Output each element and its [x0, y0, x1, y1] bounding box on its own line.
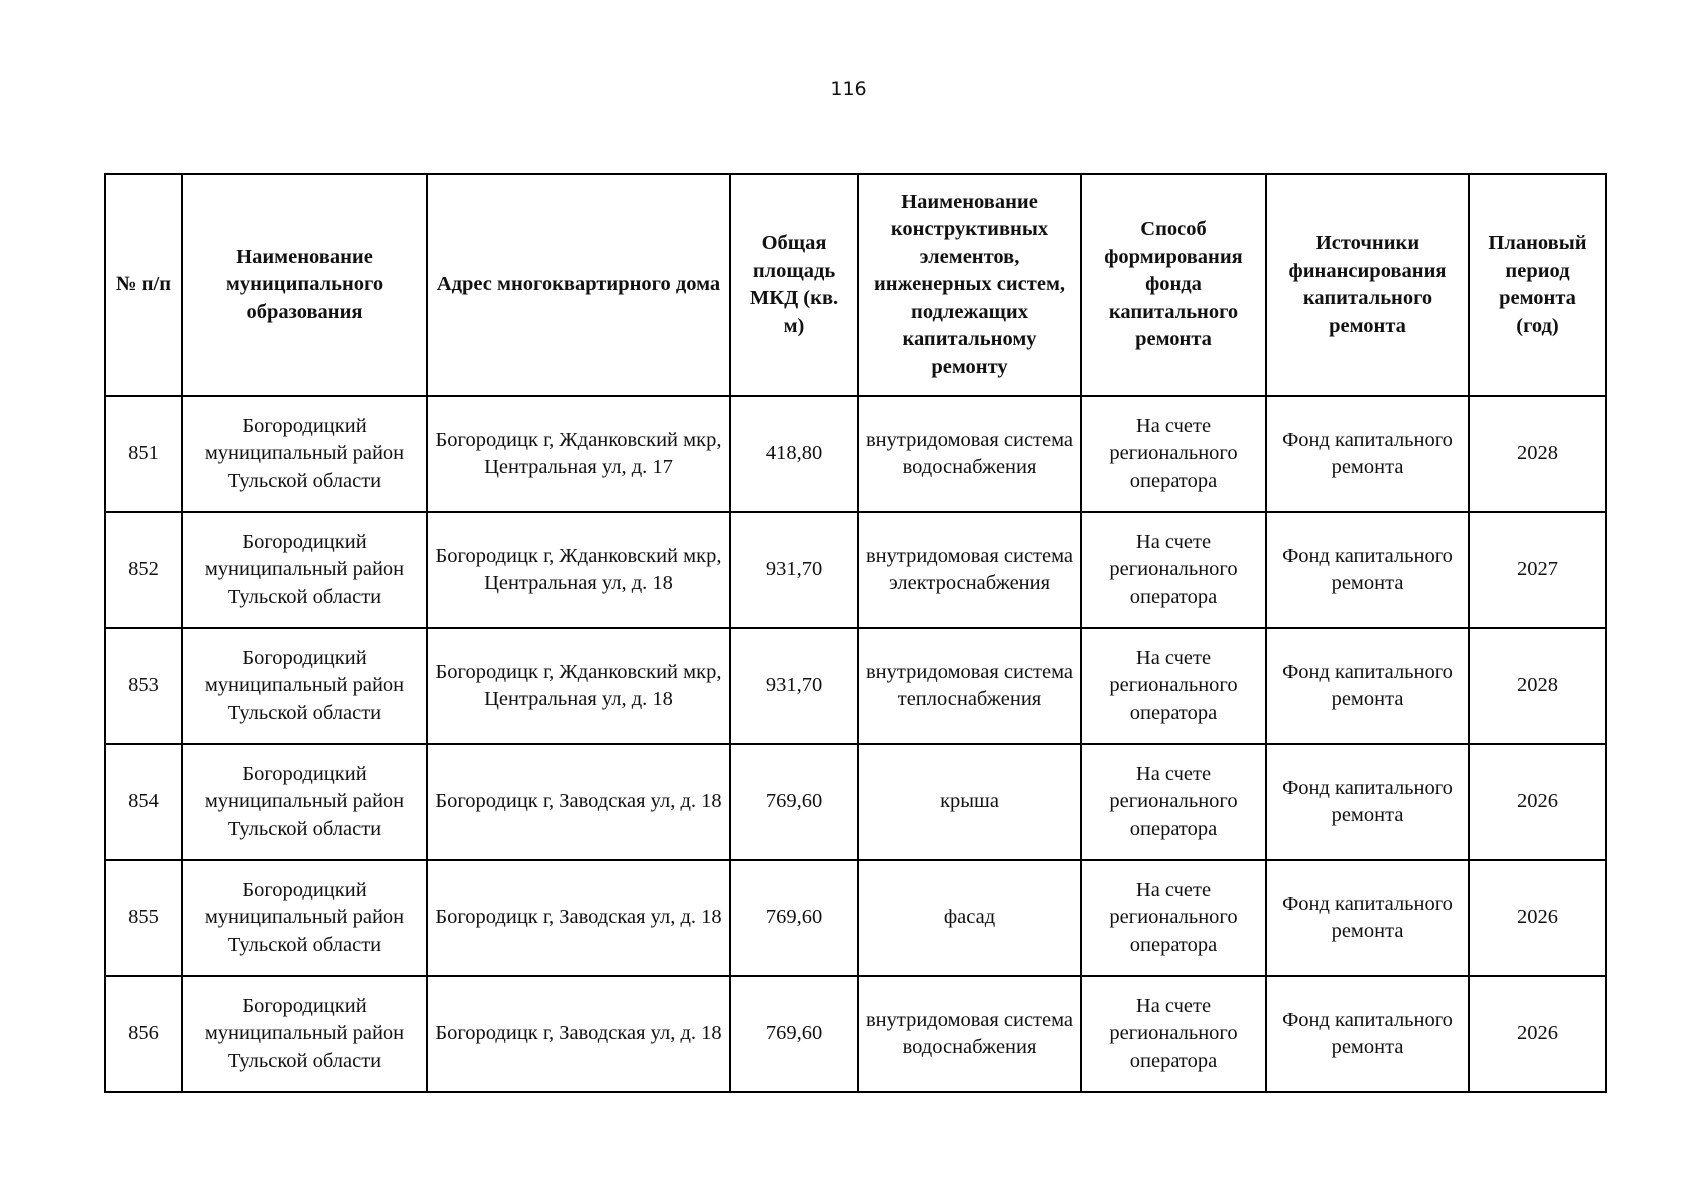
cell-municipality: Богородицкий муниципальный район Тульской области — [182, 396, 427, 512]
cell-fund-method: На счете регионального оператора — [1081, 396, 1266, 512]
cell-area: 931,70 — [730, 512, 858, 628]
cell-address: Богородицк г, Жданковский мкр, Центральная ул, д. 17 — [427, 396, 730, 512]
cell-address: Богородицк г, Заводская ул, д. 18 — [427, 744, 730, 860]
cell-number: 852 — [105, 512, 182, 628]
header-address: Адрес многоквартирного дома — [427, 174, 730, 396]
cell-element: внутридомовая система электроснабжения — [858, 512, 1081, 628]
cell-fund-method: На счете регионального оператора — [1081, 744, 1266, 860]
cell-address: Богородицк г, Жданковский мкр, Центральная ул, д. 18 — [427, 628, 730, 744]
cell-planned-year: 2026 — [1469, 744, 1606, 860]
cell-funding-source: Фонд капитального ремонта — [1266, 744, 1469, 860]
cell-area: 769,60 — [730, 744, 858, 860]
page-number: 116 — [830, 78, 867, 100]
cell-element: фасад — [858, 860, 1081, 976]
header-planned-year: Плановый период ремонта (год) — [1469, 174, 1606, 396]
header-element: Наименование конструктивных элементов, инженерных систем, подлежащих капитальному ремонту — [858, 174, 1081, 396]
cell-number: 856 — [105, 976, 182, 1092]
cell-municipality: Богородицкий муниципальный район Тульской области — [182, 860, 427, 976]
cell-fund-method: На счете регионального оператора — [1081, 976, 1266, 1092]
table-header-row — [105, 174, 1606, 396]
cell-funding-source: Фонд капитального ремонта — [1266, 860, 1469, 976]
repair-program-table — [104, 173, 1607, 1093]
cell-address: Богородицк г, Жданковский мкр, Центральная ул, д. 18 — [427, 512, 730, 628]
cell-number: 853 — [105, 628, 182, 744]
table-row — [105, 976, 1606, 1092]
table-row — [105, 396, 1606, 512]
cell-number: 851 — [105, 396, 182, 512]
header-funding-source: Источники финансирования капитального ремонта — [1266, 174, 1469, 396]
cell-planned-year: 2026 — [1469, 860, 1606, 976]
cell-number: 855 — [105, 860, 182, 976]
header-number: № п/п — [105, 174, 182, 396]
cell-municipality: Богородицкий муниципальный район Тульской области — [182, 512, 427, 628]
cell-area: 769,60 — [730, 976, 858, 1092]
cell-address: Богородицк г, Заводская ул, д. 18 — [427, 976, 730, 1092]
cell-planned-year: 2028 — [1469, 396, 1606, 512]
cell-number: 854 — [105, 744, 182, 860]
table-row — [105, 628, 1606, 744]
cell-planned-year: 2026 — [1469, 976, 1606, 1092]
cell-municipality: Богородицкий муниципальный район Тульской области — [182, 744, 427, 860]
cell-planned-year: 2027 — [1469, 512, 1606, 628]
header-fund-method: Способ формирования фонда капитального ремонта — [1081, 174, 1266, 396]
cell-fund-method: На счете регионального оператора — [1081, 628, 1266, 744]
cell-municipality: Богородицкий муниципальный район Тульской области — [182, 628, 427, 744]
cell-element: крыша — [858, 744, 1081, 860]
cell-address: Богородицк г, Заводская ул, д. 18 — [427, 860, 730, 976]
cell-area: 931,70 — [730, 628, 858, 744]
cell-element: внутридомовая система теплоснабжения — [858, 628, 1081, 744]
header-municipality: Наименование муниципального образования — [182, 174, 427, 396]
table-row — [105, 860, 1606, 976]
cell-element: внутридомовая система водоснабжения — [858, 396, 1081, 512]
cell-element: внутридомовая система водоснабжения — [858, 976, 1081, 1092]
cell-funding-source: Фонд капитального ремонта — [1266, 976, 1469, 1092]
cell-funding-source: Фонд капитального ремонта — [1266, 628, 1469, 744]
cell-area: 418,80 — [730, 396, 858, 512]
cell-fund-method: На счете регионального оператора — [1081, 860, 1266, 976]
cell-fund-method: На счете регионального оператора — [1081, 512, 1266, 628]
cell-funding-source: Фонд капитального ремонта — [1266, 396, 1469, 512]
table-row — [105, 744, 1606, 860]
cell-municipality: Богородицкий муниципальный район Тульской области — [182, 976, 427, 1092]
cell-planned-year: 2028 — [1469, 628, 1606, 744]
cell-area: 769,60 — [730, 860, 858, 976]
header-area: Общая площадь МКД (кв. м) — [730, 174, 858, 396]
cell-funding-source: Фонд капитального ремонта — [1266, 512, 1469, 628]
table-row — [105, 512, 1606, 628]
